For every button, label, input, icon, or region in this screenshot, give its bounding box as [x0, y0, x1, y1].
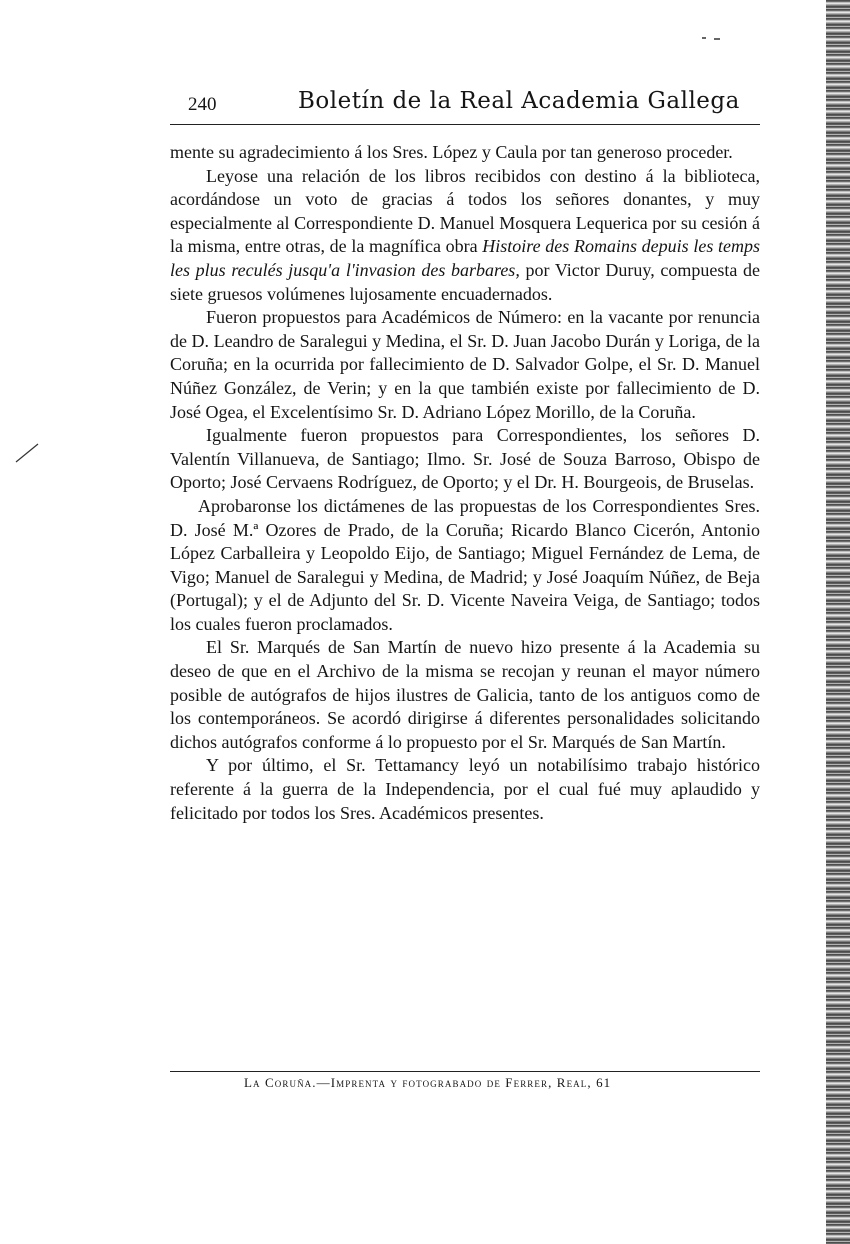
page-header: [188, 88, 758, 120]
page-number: 240: [188, 94, 217, 115]
paragraph-4: Igualmente fueron propuestos para Correspondientes, los señores D. Valentín Villanueva, de Santiago; Ilmo. Sr. José de Souza Barroso, Obispo de Oporto; José Cervaens Rodríguez, de Oporto; y el Dr. H. Bourgeois, de Bruselas.: [170, 425, 760, 493]
book-title: Histoire des Romains depuis les temps les plus reculés jusqu'a l'invasion des barbares,: [170, 236, 760, 280]
paragraph-2-tail: por Victor Duruy, compuesta de siete gruesos volúmenes lujosamente encuadernados.: [170, 259, 760, 304]
paragraph-5: Aprobaronse los dictámenes de las propuestas de los Correspondientes Sres. D. José M.ª Ozores de Prado, de la Coruña; Ricardo Blanco Cicerón, Antonio López Carballeira y Leopoldo Eijo, de Santiago; Miguel Fernández de Lema, de Vigo; Manuel de Saralegui y Medina, de Madrid; y José Joaquím Núñez, de Beja (Portugal); y el de Adjunto del Sr. D. Vicente Naveira Veiga, de Santiago; todos los cuales fueron proclamados.: [170, 495, 760, 634]
pencil-mark: [14, 440, 40, 466]
header-rule: [170, 124, 760, 125]
running-title: Boletín de la Real Academia Gallega: [298, 88, 740, 114]
ink-speck: [700, 34, 724, 42]
paragraph-6: El Sr. Marqués de San Martín de nuevo hizo presente á la Academia su deseo de que en el Archivo de la misma se recojan y reunan el mayor número posible de autógrafos de hijos ilustres de Galicia, tanto de los antiguos como de los contemporáneos. Se acordó dirigirse á diferentes personalidades solicitando dichos autógrafos conforme á lo propuesto por el Sr. Marqués de San Martín.: [170, 637, 760, 752]
printer-imprint: La Coruña.—Imprenta y fotograbado de Ferrer, Real, 61: [244, 1075, 612, 1090]
paragraph-1: mente su agradecimiento á los Sres. López y Caula por tan generoso proceder.: [170, 142, 733, 162]
paragraph-7: Y por último, el Sr. Tettamancy leyó un notabilísimo trabajo histórico referente á la guerra de la Independencia, por el cual fué muy aplaudido y felicitado por todos los Sres. Académicos presentes.: [170, 755, 760, 823]
paragraph-2-lead: Leyose una relación de los libros recibidos con destino á la biblioteca, acordándose un voto de gracias á todos los señores donantes, y muy especialmente al Correspondiente D. Manuel Mosquera Lequerica por su cesión á la misma, entre otras, de la magnífica obra: [170, 165, 760, 257]
scan-border: [826, 0, 850, 1244]
paragraph-2: [170, 165, 760, 307]
body-text: [170, 141, 760, 825]
paragraph-3: Fueron propuestos para Académicos de Número: en la vacante por renuncia de D. Leandro de Saralegui y Medina, el Sr. D. Juan Jacobo Durán y Loriga, de la Coruña; en la ocurrida por fallecimiento de D. Salvador Golpe, el Sr. D. Manuel Núñez González, de Verin; y en la que también existe por fallecimiento de D. José Ogea, el Excelentísimo Sr. D. Adriano López Morillo, de la Coruña.: [170, 307, 760, 422]
footer-rule: [170, 1071, 760, 1072]
